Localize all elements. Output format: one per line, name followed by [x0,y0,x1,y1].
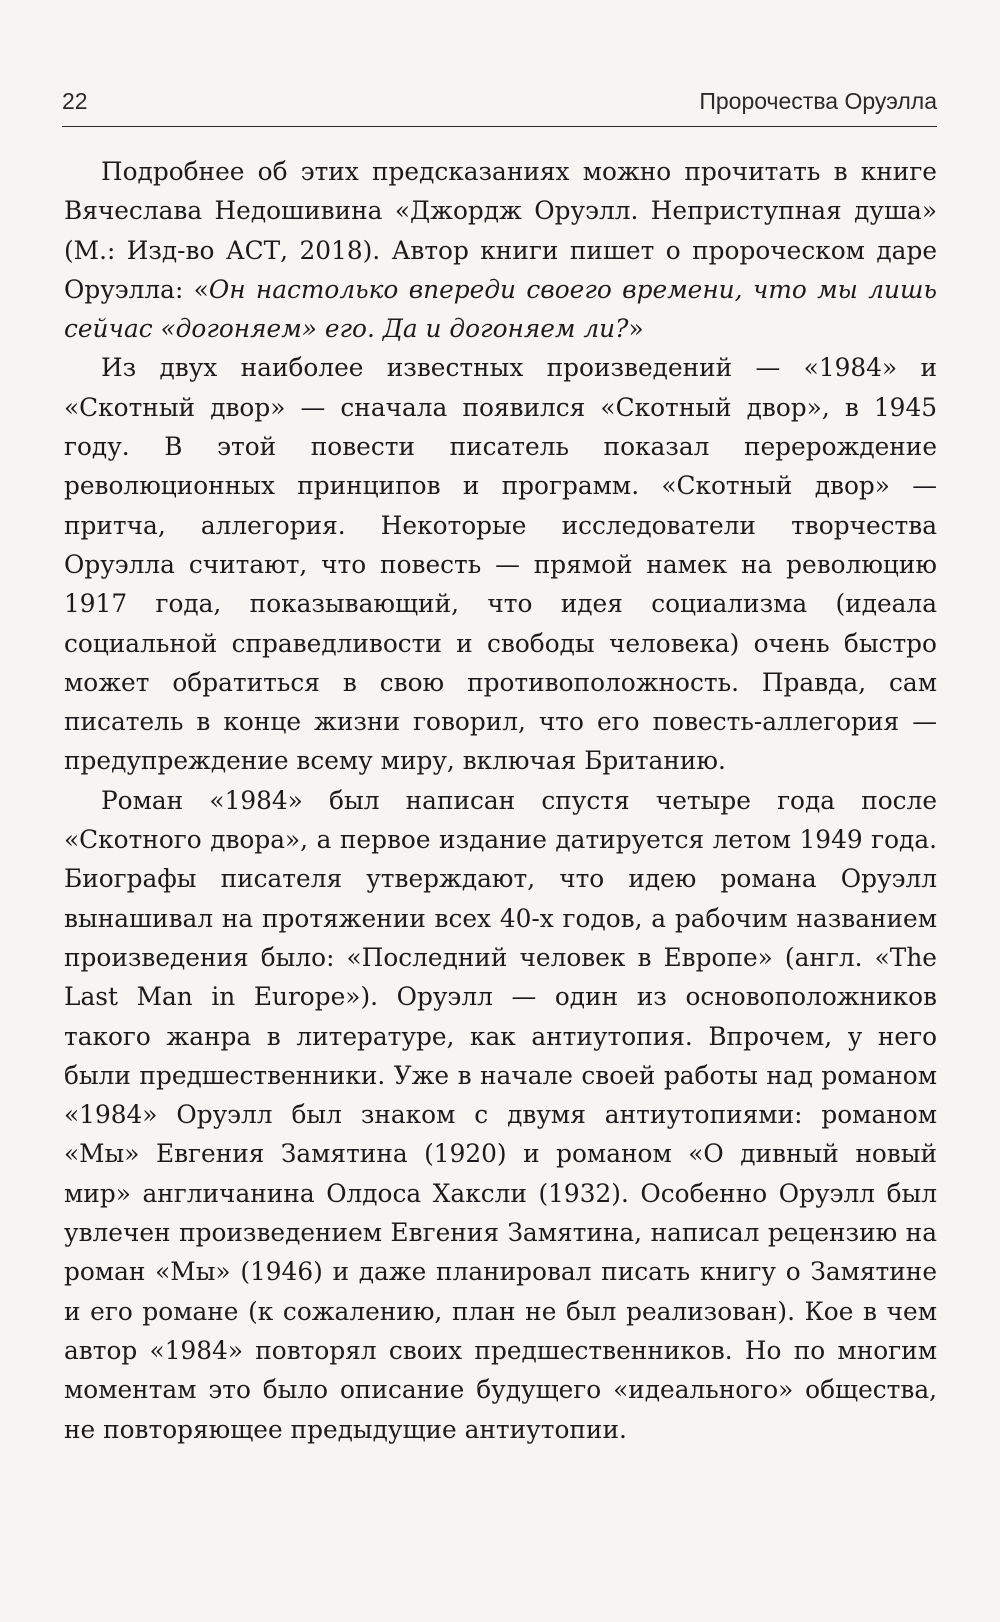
paragraph-3: Роман «1984» был написан спустя четыре года после «Скотного двора», а первое издание датируется летом 1949 года. Биографы писателя утверждают, что идею романа Оруэлл вынашивал на протяжении всех 40-х годов, а рабочим названием произведения было: «Последний человек в Европе» (англ. «The Last Man in Europe»). Оруэлл — один из основоположников такого жанра в литературе, как антиутопия. Впрочем, у него были предшественники. Уже в начале своей работы над романом «1984» Оруэлл был знаком с двумя антиутопиями: романом «Мы» Евгения Замятина (1920) и романом «О дивный новый мир» англичанина Олдоса Хаксли (1932). Особенно Оруэлл был увлечен произведением Евгения Замятина, написал рецензию на роман «Мы» (1946) и даже планировал писать книгу о Замятине и его романе (к сожалению, план не был реализован). Кое в чем автор «1984» повторял своих предшественников. Но по многим моментам это было описание будущего «идеального» общества, не повторяющее предыдущие антиутопии. [64,785,937,1444]
page-number: 22 [62,88,88,114]
quote-close: » [628,314,644,344]
page-header [62,80,937,127]
paragraph-1-text: Подробнее об этих предсказаниях можно прочитать в книге Вячеслава Недошивина «Джордж Оруэлл. Неприступная душа» (М.: Изд-во АСТ, 2018). Автор книги пишет о пророческом даре Оруэлла: « [64,157,937,304]
paragraph-1 [64,152,937,348]
paragraph-2: Из двух наиболее известных произведений — «1984» и «Скотный двор» — сначала появился «Скотный двор», в 1945 году. В этой повести писатель показал перерождение революционных принципов и программ. «Скотный двор» — притча, аллегория. Некоторые исследователи творчества Оруэлла считают, что повесть — прямой намек на революцию 1917 года, показывающий, что идея социализма (идеала социальной справедливости и свободы человека) очень быстро может обратиться в свою противоположность. Правда, сам писатель в конце жизни говорил, что его повесть-аллегория — предупреждение всему миру, включая Британию. [64,353,937,776]
quote-text: Он настолько впереди своего времени, что мы лишь сейчас «догоняем» его. Да и догоняем ли? [64,274,937,344]
running-title: Пророчества Оруэлла [699,88,937,114]
body-text [64,152,937,1449]
